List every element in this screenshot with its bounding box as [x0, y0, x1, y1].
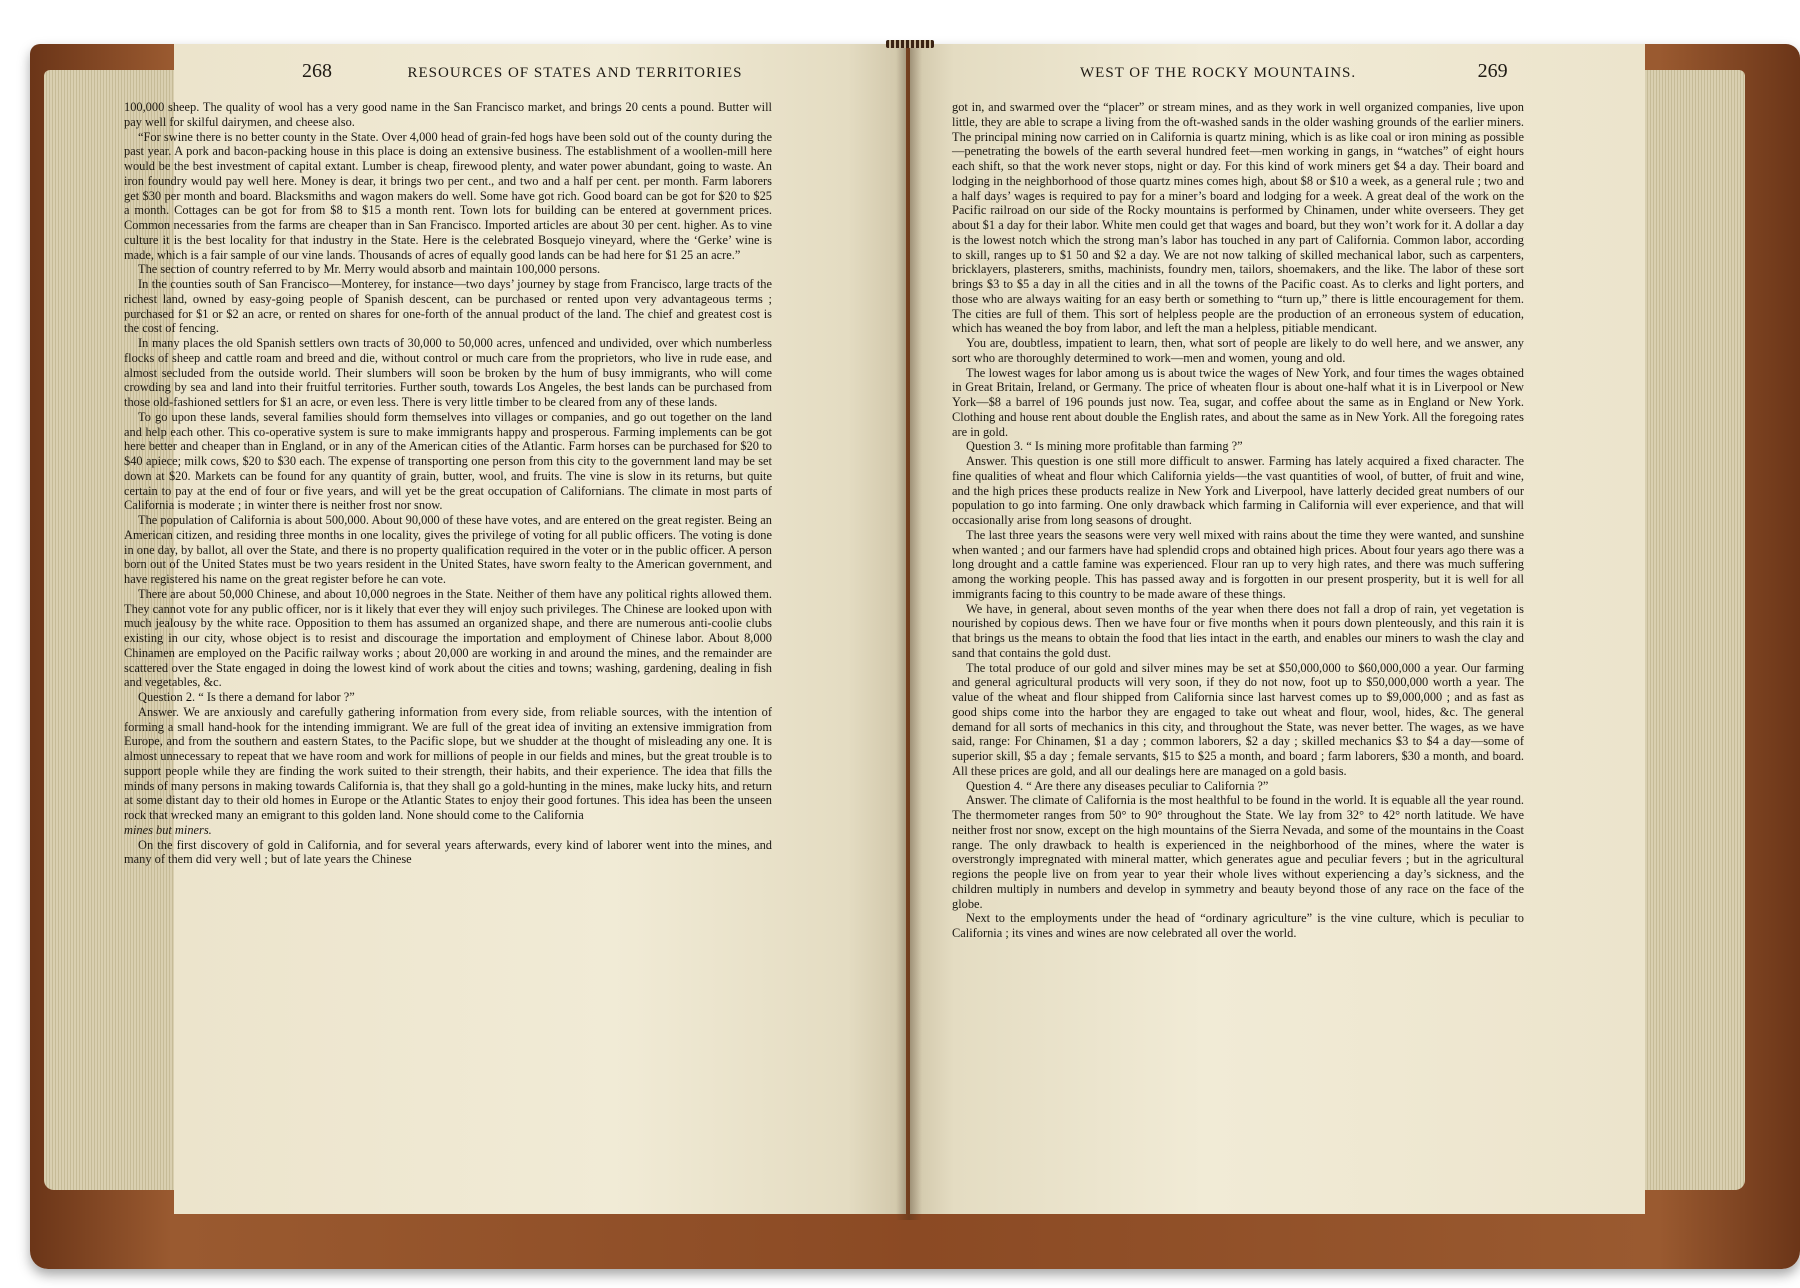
paragraph: In the counties south of San Francisco—Monterey, for instance—two days’ journey by stage from Francisco, large tracts of the richest land, owned by easy-going people of Spanish descent, can be purchased or rented upon very advantageous terms ; purchased for $1 or $2 an acre, or rented on shares for one-forth of the annual product of the land. The chief and greatest cost is the cost of fencing.	[124, 277, 772, 336]
question-heading: Question 2. “ Is there a demand for labor ?”	[138, 690, 355, 704]
right-page-body	[952, 100, 1524, 941]
right-page-header	[1080, 60, 1508, 83]
paragraph: In many places the old Spanish settlers own tracts of 30,000 to 50,000 acres, unfenced and undivided, over which numberless flocks of sheep and cattle roam and breed and die, without control or much care from the proprietors, who live in rude ease, and almost secluded from the outside world. Their slumbers will soon be broken by the hum of busy immigrants, who will come crowding by sea and land into their fruitful territories. Further south, towards Los Angeles, the best lands can be purchased from those old-fashioned settlers for $1 an acre, or even less. There is very little timber to be cleared from any of these lands.	[124, 336, 772, 409]
question-heading: Question 3. “ Is mining more profitable than farming ?”	[966, 439, 1243, 454]
book-gutter	[896, 40, 922, 1220]
paragraph: The section of country referred to by Mr. Merry would absorb and maintain 100,000 persons.	[138, 262, 601, 277]
paragraph: got in, and swarmed over the “placer” or stream mines, and as they work in well organized companies, live upon little, they are able to scrape a living from the oft-washed sands in the older washing grounds of the earlier miners. The principal mining now carried on in California is quartz mining, which is as like coal or iron mining as possible—penetrating the bowels of the earth several hundred feet—men working in gangs, in “watches” of eight hours each shift, so that the work never stops, night or day. For this kind of work miners get $4 a day. Their board and lodging in the neighborhood of those quartz mines comes high, about $8 or $10 a week, as a general rule ; two and a half days’ wages is required to pay for a miner’s board and lodging for a week. A great deal of the work on the Pacific railroad on our side of the Rocky mountains is performed by Chinamen, under white overseers. They get about $1 a day for their labor. White men could get that wages and board, but they won’t work for it. A dollar a day is the lowest notch which the strong man’s labor has touched in any part of California. Common labor, according to skill, ranges up to $1 50 and $2 a day. We are not now talking of skilled mechanical labor, such as carpenters, bricklayers, plasterers, smiths, machinists, foundry men, tailors, shoemakers, and the like. The labor of these sort brings $3 to $5 a day in all the cities and in all the towns of the Pacific coast. As to clerks and light porters, and those who are always waiting for an easy berth or something to “turn up,” there is little encouragement for them. The cities are full of them. This sort of helpless people are the production of an erroneous system of education, which has weaned the boy from labor, and left the man a helpless, pitiable mendicant.	[952, 100, 1524, 336]
paragraph: The last three years the seasons were very well mixed with rains about the time they were wanted, and sunshine when wanted ; and our farmers have had splendid crops and obtained high prices. About four years ago there was a long drought and a cattle famine was experienced. Flour ran up to very high rates, and there was much suffering among the working people. This has passed away and is forgotten in our present prosperity, but it is well for all immigrants facing to this country to be made aware of these things.	[952, 527, 1524, 601]
paragraph: The population of California is about 500,000. About 90,000 of these have votes, and are entered on the great register. Being an American citizen, and residing three months in one locality, gives the privilege of voting for all public officers. The voting is done in one day, by ballot, all over the State, and there is no property qualification required in the voter or in the public officer. A person born out of the United States must be two years resident in the United States, have sworn fealty to the American government, and have registered his name on the great register before he can vote.	[124, 513, 772, 586]
left-page-header	[302, 60, 742, 83]
right-running-head: WEST OF THE ROCKY MOUNTAINS.	[1080, 65, 1357, 81]
left-running-head: RESOURCES OF STATES AND TERRITORIES	[407, 65, 743, 81]
spine-headband	[886, 40, 934, 48]
italic-text: mines but miners.	[124, 822, 212, 837]
right-page-number: 269	[1477, 60, 1508, 82]
paragraph: To go upon these lands, several families should form themselves into villages or companies, and go out together on the land and help each other. This co-operative system is sure to make immigrants happy and prosperous. Farming implements can be got here better and cheaper than in England, or in any of the American cities of the Atlantic. Farm horses can be purchased for $20 to $40 apiece; milk cows, $20 to $30 each. The expense of transporting one person from this city to the government land may be set down at $20. Markets can be found for any quantity of grain, butter, wool, and fruits. The vine is slow in its returns, but quite certain to pay at the end of four or five years, and will yet be the great occupation of Californians. The climate in most parts of California is moderate ; in winter there is neither frost nor snow.	[124, 409, 772, 513]
paragraph: The total produce of our gold and silver mines may be set at $50,000,000 to $60,000,000 a year. Our farming and general agricultural products will very soon, if they do not now, foot up to $50,000,000 worth a year. The value of the wheat and flour shipped from California since last harvest comes up to $9,000,000 ; and as fast as good ships come into the harbor they are engaged to take out wheat and flour, wool, hides, &c. The general demand for all sorts of mechanics in this city, and throughout the State, was never better. The wages, as we have said, range: For Chinamen, $1 a day ; common laborers, $2 a day ; skilled mechanics $3 to $4 a day—some of superior skill, $5 a day ; female servants, $15 to $25 a month, and board ; farm laborers, $30 a month, and board. All these prices are gold, and all our dealings here are managed on a gold basis.	[952, 660, 1524, 778]
left-page-body	[124, 100, 772, 867]
paragraph: “For swine there is no better county in the State. Over 4,000 head of grain-fed hogs have been sold out of the county during the past year. A pork and bacon-packing house in this place is doing an extensive business. The establishment of a woollen-mill here would be the best investment of capital extant. Lumber is cheap, firewood plenty, and water power abundant, going to waste. An iron foundry would pay well here. Money is dear, it brings two per cent., and two and a half per cent. per month. Farm laborers get $30 per month and board. Blacksmiths and wagon makers do well. Some have got rich. Good board can be got for $20 to $25 a month. Cottages can be got for from $8 to $15 a month rent. Town lots for building can be entered at government prices. Common necessaries from the farms are cheaper than in San Francisco. Imported articles are about 30 per cent. higher. As to vine culture it is the best locality for that industry in the State. Here is the celebrated Bosquejo vineyard, where the ‘Gerke’ wine is made, which is a fair sample of our vine lands. Thousands of acres of equally good lands can be had here for $1 25 an acre.”	[124, 129, 772, 262]
paragraph: We have, in general, about seven months of the year when there does not fall a drop of rain, yet vegetation is nourished by copious dews. Then we have four or five months when it pours down plenteously, and this rain it is that brings us the means to obtain the food that lies intact in the earth, and enables our miners to wash the clay and sand that contains the gold dust.	[952, 601, 1524, 660]
paragraph-italic-ending	[124, 823, 772, 838]
paragraph: Answer. The climate of California is the most healthful to be found in the world. It is equable all the year round. The thermometer ranges from 50° to 90° throughout the State. We lay from 32° to 42° north latitude. We have neither frost nor snow, except on the high mountains of the Sierra Nevada, and some of the mountains in the Coast range. The only drawback to health is experienced in the neighborhood of the mines, where the water is overstrongly impregnated with mineral matter, which generates ague and peculiar fevers ; but in the agricultural regions the people live on from year to year their whole lives without experiencing a day’s sickness, and the children multiply in numbers and develop in symmetry and beauty beyond those of any race on the face of the globe.	[952, 793, 1524, 911]
paragraph: Answer. This question is one still more difficult to answer. Farming has lately acquired a fixed character. The fine qualities of wheat and flour which California yields—the vast quantities of wool, of butter, of fruit and wine, and the high prices these products realize in New York and Liverpool, have latterly decided great numbers of our population to go into farming. One only drawback which farming in California will ever experience, and that will occasionally arise from long seasons of drought.	[952, 454, 1524, 527]
paragraph: On the first discovery of gold in California, and for several years afterwards, every kind of laborer went into the mines, and many of them did very well ; but of late years the Chinese	[124, 837, 772, 867]
paragraph: The lowest wages for labor among us is about twice the wages of New York, and four times the wages obtained in Great Britain, Ireland, or Germany. The price of wheaten flour is about one-half what it is in Liverpool or New York—$8 a barrel of 196 pounds just now. Tea, sugar, and coffee about the same as in England or New York. Clothing and house rent about double the English rates, and about the same as in New York. All the foregoing rates are in gold.	[952, 365, 1524, 439]
paragraph: You are, doubtless, impatient to learn, then, what sort of people are likely to do well here, and we answer, any sort who are thoroughly determined to work—men and women, young and old.	[952, 336, 1524, 365]
paragraph: There are about 50,000 Chinese, and about 10,000 negroes in the State. Neither of them have any political rights allowed them. They cannot vote for any public officer, nor is it likely that ever they will enjoy such privileges. The Chinese are looked upon with much jealousy by the white race. Opposition to them has assumed an organized shape, and there are numerous anti-coolie clubs existing in our city, whose object is to resist and discourage the importation and employment of Chinese labor. About 8,000 Chinamen are employed on the Pacific railway works ; about 20,000 are working in and around the mines, and the remainder are scattered over the State engaged in doing the lowest kind of work about the cities and towns; washing, gardening, dealing in fish and vegetables, &c.	[124, 586, 772, 690]
paragraph: 100,000 sheep. The quality of wool has a very good name in the San Francisco market, and brings 20 cents a pound. Butter will pay well for skilful dairymen, and cheese also.	[124, 100, 772, 129]
question-heading: Question 4. “ Are there any diseases peculiar to California ?”	[966, 778, 1269, 793]
left-page-number: 268	[302, 60, 332, 82]
paragraph: Answer. We are anxiously and carefully gathering information from every side, from reliable sources, with the intention of forming a small hand-hook for the intending immigrant. We are full of the great idea of inviting an extensive immigration from Europe, and from the southern and eastern States, to the Pacific slope, but we shudder at the thought of misleading any one. It is almost unnecessary to repeat that we have room and work for millions of people in our fields and mines, but the great trouble is to support people while they are finding the work suited to their strength, their habits, and their experience. The idea that fills the minds of many persons in making towards California is, that they shall go a gold-hunting in the mines, make lucky hits, and return at some distant day to their old homes in Europe or the Atlantic States to enjoy their good fortunes. This idea has been the unseen rock that wrecked many an emigrant to this golden land. None should come to the California	[124, 704, 772, 822]
paragraph: Next to the employments under the head of “ordinary agriculture” is the vine culture, which is peculiar to California ; its vines and wines are now celebrated all over the world.	[952, 911, 1524, 940]
